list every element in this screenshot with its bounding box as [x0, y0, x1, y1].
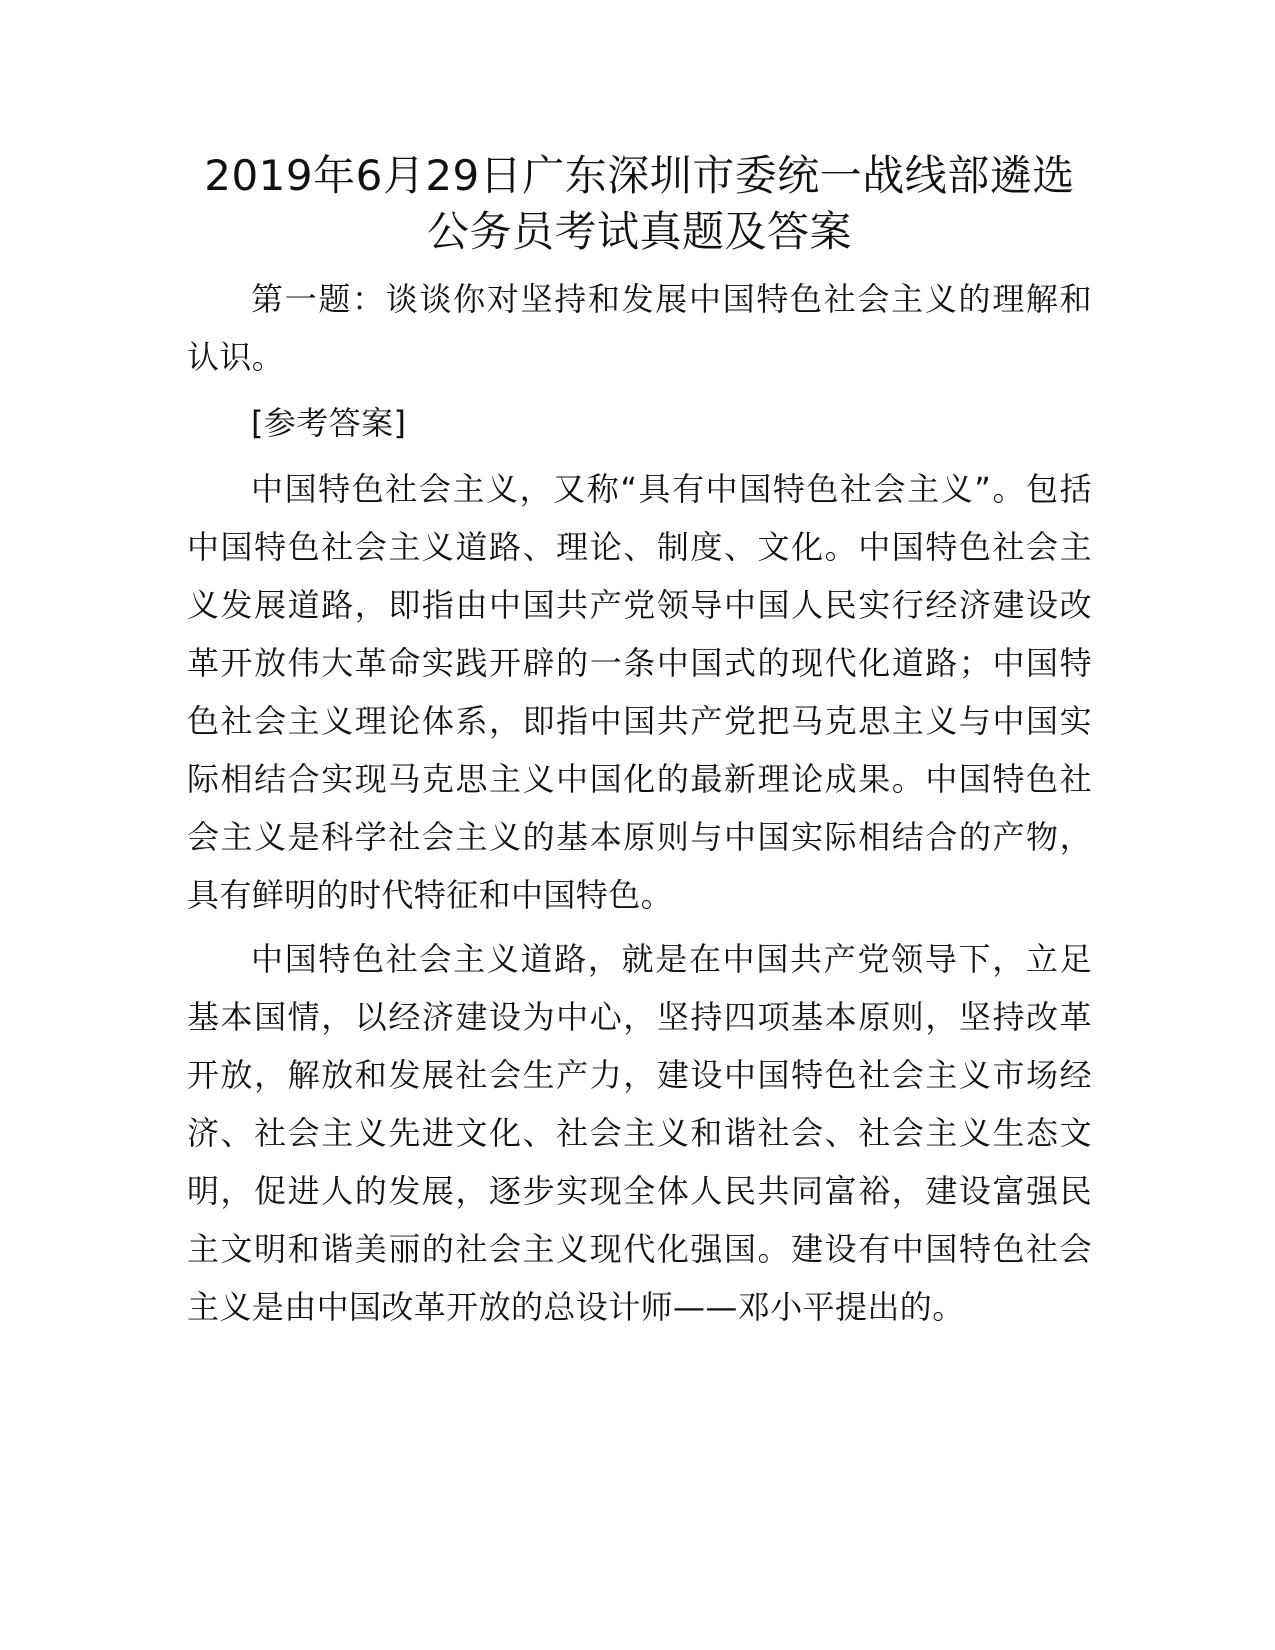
question-text: 第一题：谈谈你对坚持和发展中国特色社会主义的理解和认识。	[187, 280, 1092, 376]
answer-paragraph-2: 中国特色社会主义道路，就是在中国共产党领导下，立足基本国情，以经济建设为中心，坚持四项基本原则，坚持改革开放，解放和发展社会生产力，建设中国特色社会主义市场经济、社会主义先进文化、社会主义和谐社会、社会主义生态文明，促进人的发展，逐步实现全体人民共同富裕，建设富强民主文明和谐美丽的社会主义现代化强国。建设有中国特色社会主义是由中国改革开放的总设计师——邓小平提出的。	[187, 940, 1092, 1326]
reference-answer-label: [参考答案]	[251, 404, 407, 442]
answer-paragraph-1: 中国特色社会主义，又称“具有中国特色社会主义”。包括中国特色社会主义道路、理论、制度、文化。中国特色社会主义发展道路，即指由中国共产党领导中国人民实行经济建设改革开放伟大革命实践开辟的一条中国式的现代化道路；中国特色社会主义理论体系，即指中国共产党把马克思主义与中国实际相结合实现马克思主义中国化的最新理论成果。中国特色社会主义是科学社会主义的基本原则与中国实际相结合的产物，具有鲜明的时代特征和中国特色。	[187, 470, 1092, 914]
document-title: 2019年6月29日广东深圳市委统一战线部遴选公务员考试真题及答案	[204, 151, 1075, 256]
document-body	[187, 148, 1092, 1336]
